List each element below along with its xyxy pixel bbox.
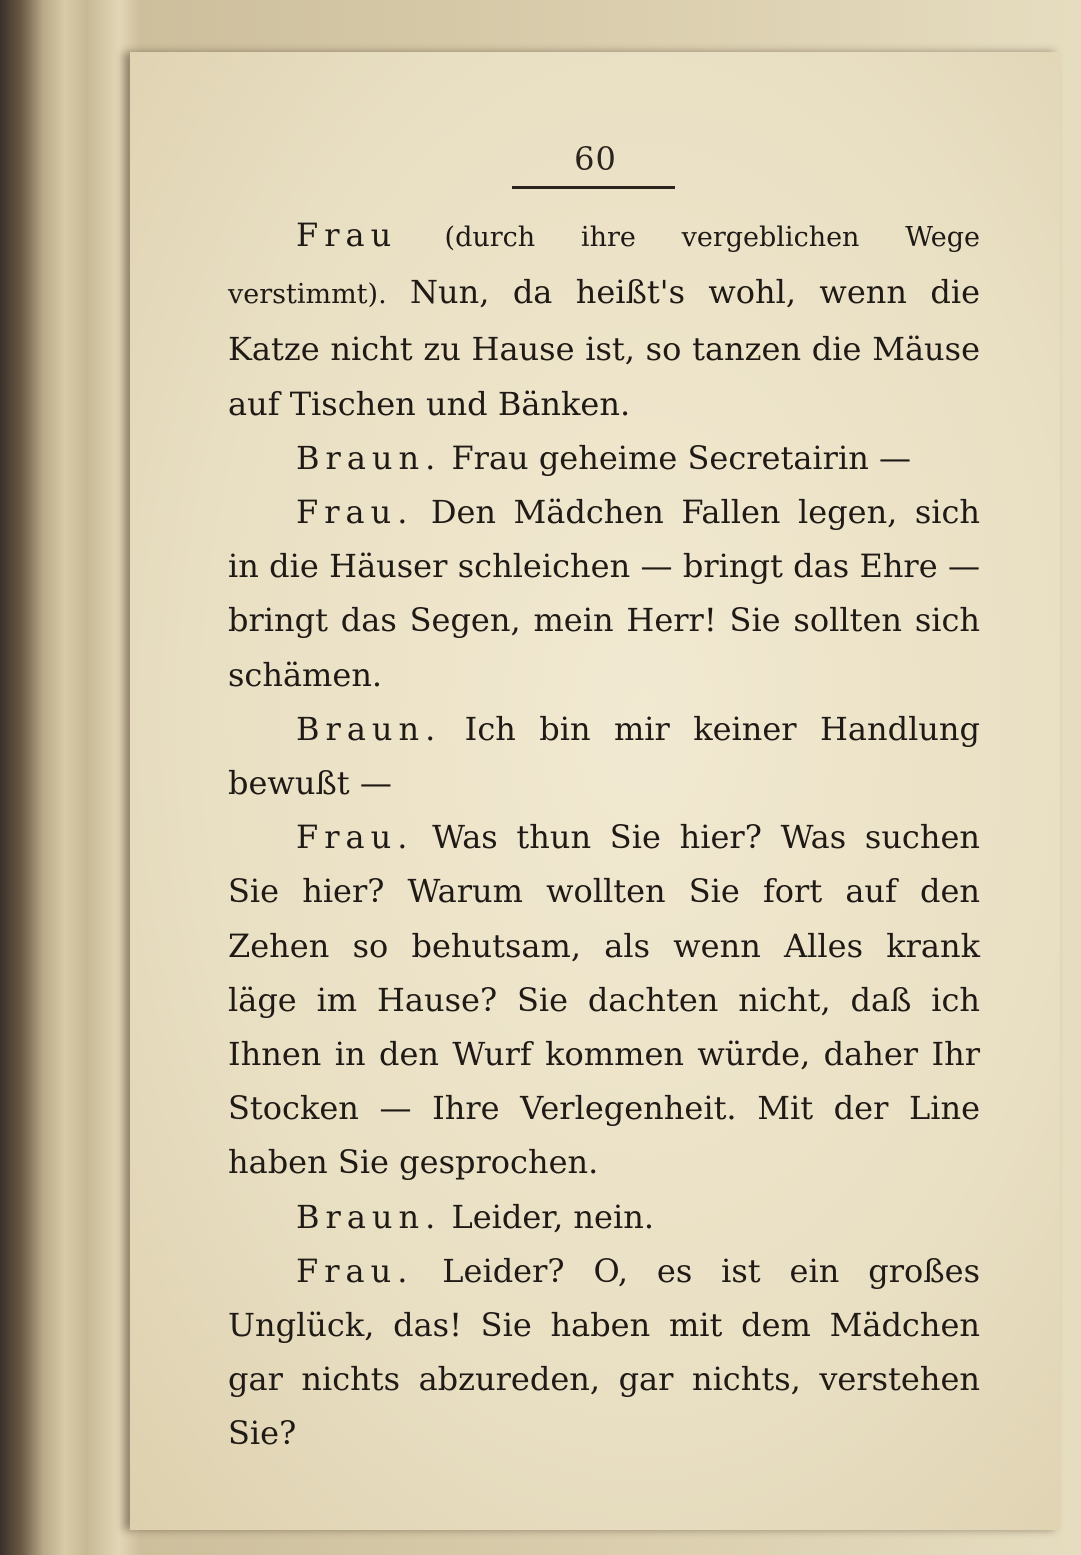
paragraph bbox=[228, 431, 980, 485]
paragraph-text: Was thun Sie hier? Was suchen Sie hier? Warum wollten Sie fort auf den Zehen so behutsam, als wenn Alles krank läge im Hause? Sie dachten nicht, daß ich Ihnen in den Wurf kommen würde, daher Ihr Stocken — Ihre Verlegenheit. Mit der Line haben Sie gesprochen. bbox=[228, 818, 981, 1182]
speaker-name: Braun. bbox=[296, 1197, 442, 1236]
paragraph bbox=[228, 1190, 980, 1244]
speaker-name: Frau. bbox=[296, 1251, 414, 1290]
speaker-name: Frau. bbox=[296, 818, 414, 857]
paragraph-text: Leider, nein. bbox=[451, 1197, 654, 1236]
speaker-name: Frau. bbox=[296, 493, 414, 532]
paragraph-text: Den Mädchen Fallen legen, sich in die Häuser schleichen — bringt das Ehre — bringt das Segen, mein Herr! Sie sollten sich schämen. bbox=[228, 493, 980, 694]
paragraph bbox=[228, 485, 980, 702]
paragraph-text: Ich bin mir keiner Handlung bewußt — bbox=[228, 709, 981, 803]
speaker-name: Braun. bbox=[296, 709, 442, 748]
page-number: 60 bbox=[574, 140, 617, 178]
paragraph bbox=[228, 702, 980, 810]
stage-direction: (durch ihre vergeblichen Wege verstimmt). bbox=[228, 222, 981, 311]
paragraph bbox=[228, 1244, 980, 1461]
speaker-name: Frau bbox=[296, 216, 398, 254]
paragraph-text: Nun, da heißt's wohl, wenn die Katze nicht zu Hause ist, so tanzen die Mäuse auf Tischen und Bänken. bbox=[228, 273, 981, 423]
paragraph-text: Leider? O, es ist ein großes Unglück, das! Sie haben mit dem Mädchen gar nichts abzureden, gar nichts, verstehen Sie? bbox=[228, 1251, 981, 1453]
speaker-name: Braun. bbox=[296, 438, 442, 477]
paragraph bbox=[228, 208, 980, 431]
header-rule bbox=[512, 186, 675, 189]
page-body bbox=[228, 208, 980, 1461]
paragraph bbox=[228, 810, 980, 1189]
paragraph-text: Frau geheime Secretairin — bbox=[451, 438, 911, 477]
